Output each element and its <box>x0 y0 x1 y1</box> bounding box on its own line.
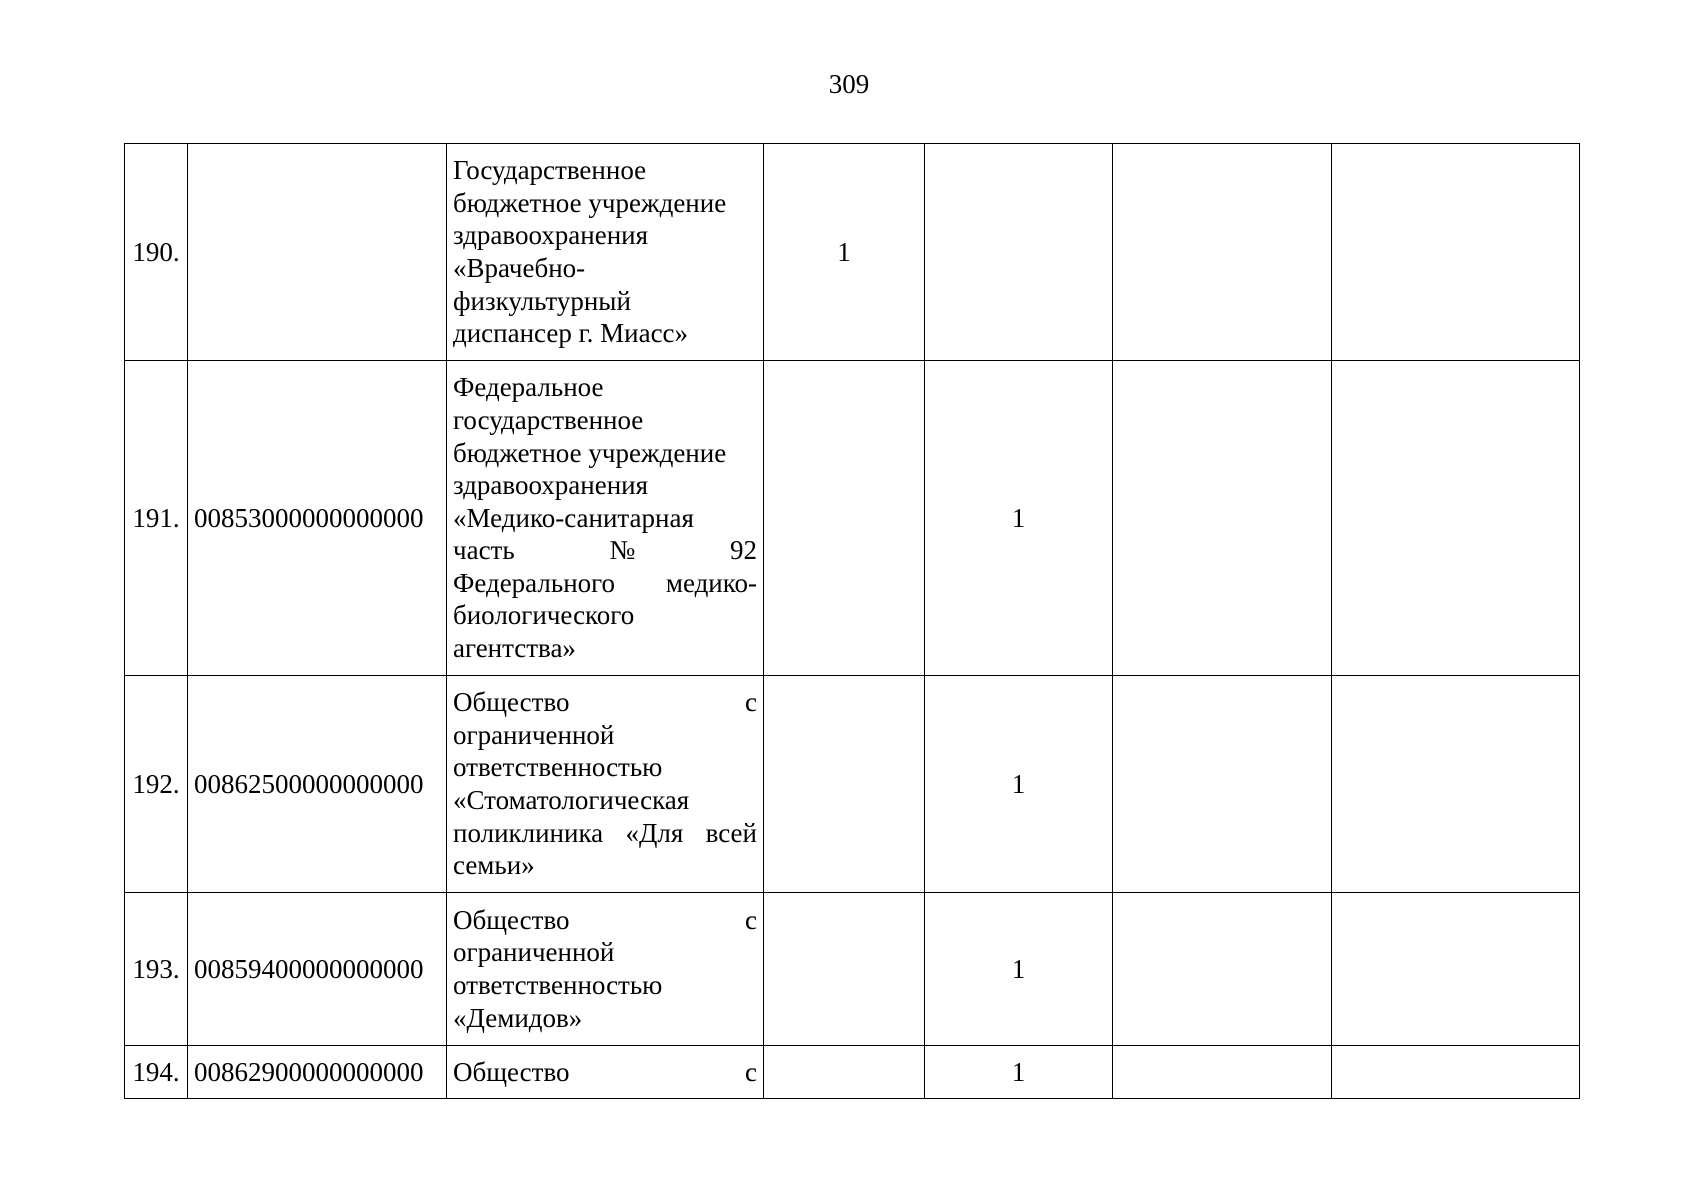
organization-name-line: здравоохранения <box>453 220 649 251</box>
organization-name-word: часть <box>453 535 515 566</box>
organization-name-word: «Для <box>625 817 684 848</box>
quantity-cell-a <box>764 361 925 676</box>
registry-code-cell: 00862900000000000 <box>188 1046 447 1099</box>
empty-cell-c <box>1113 1046 1332 1099</box>
empty-cell-c <box>1113 361 1332 676</box>
row-number-cell: 193. <box>125 893 188 1046</box>
organization-name-line: ответственностью <box>453 752 663 783</box>
quantity-cell-b <box>925 144 1113 361</box>
organization-name-cell <box>447 144 764 361</box>
organization-name-line <box>453 904 757 937</box>
empty-cell-c <box>1113 144 1332 361</box>
quantity-cell-b: 1 <box>925 676 1113 893</box>
organization-name-line <box>453 567 757 600</box>
empty-cell-d <box>1332 144 1580 361</box>
registry-code-cell: 00862500000000000 <box>188 676 447 893</box>
organization-name-line: «Врачебно- <box>453 253 586 283</box>
empty-cell-d <box>1332 1046 1580 1099</box>
registry-code-cell: 00853000000000000 <box>188 361 447 676</box>
quantity-cell-a <box>764 893 925 1046</box>
registry-code-cell: 00859400000000000 <box>188 893 447 1046</box>
organization-name-line: физкультурный <box>453 285 631 316</box>
empty-cell-c <box>1113 676 1332 893</box>
organization-name-word: Общество <box>453 1056 570 1087</box>
empty-cell-d <box>1332 361 1580 676</box>
organization-name-word: с <box>745 687 757 718</box>
row-number-cell: 191. <box>125 361 188 676</box>
organization-name-word: поликлиника <box>453 817 604 848</box>
organization-name-line: «Стоматологическая <box>453 785 690 815</box>
quantity-cell-a <box>764 676 925 893</box>
organization-name-line: «Демидов» <box>453 1002 583 1033</box>
organization-name-word: Федерального <box>453 567 616 598</box>
page-number: 309 <box>828 69 870 99</box>
organization-name-cell <box>447 893 764 1046</box>
organization-name-line <box>453 686 757 719</box>
organization-name-word: Общество <box>453 687 570 718</box>
quantity-cell-b: 1 <box>925 361 1113 676</box>
organization-name-word: № <box>609 535 636 566</box>
row-number-cell: 190. <box>125 144 188 361</box>
row-number-cell: 192. <box>125 676 188 893</box>
organization-name-line: Государственное <box>453 155 647 186</box>
empty-cell-d <box>1332 893 1580 1046</box>
organization-name-line: здравоохранения <box>453 470 649 501</box>
empty-cell-c <box>1113 893 1332 1046</box>
quantity-cell-a: 1 <box>764 144 925 361</box>
quantity-cell-b: 1 <box>925 893 1113 1046</box>
organization-name-line: ограниченной <box>453 937 615 968</box>
organization-name-line: бюджетное учреждение <box>453 187 727 218</box>
table-body <box>125 144 1580 1099</box>
organization-name-word: с <box>745 1056 757 1087</box>
table-row <box>125 144 1580 361</box>
organization-name-word: 92 <box>730 535 757 566</box>
table-row <box>125 676 1580 893</box>
table-row <box>125 361 1580 676</box>
organization-name-cell <box>447 1046 764 1099</box>
table-row <box>125 893 1580 1046</box>
organization-name-line: Федеральное <box>453 372 604 403</box>
organization-name-line: бюджетное учреждение <box>453 437 727 468</box>
organization-name-cell <box>447 361 764 676</box>
organization-name-word: Общество <box>453 904 570 935</box>
organization-name-line: диспансер г. Миасс» <box>453 318 689 349</box>
organization-name-line: государственное <box>453 404 644 435</box>
organization-name-word: всей <box>705 817 757 848</box>
organization-name-line: агентства» <box>453 633 576 664</box>
table-row <box>125 1046 1580 1099</box>
registry-code-cell <box>188 144 447 361</box>
organization-name-line <box>453 1056 757 1089</box>
organization-name-line <box>453 534 757 567</box>
quantity-cell-b: 1 <box>925 1046 1113 1099</box>
organization-name-line: семьи» <box>453 850 535 881</box>
organization-name-line <box>453 817 757 850</box>
row-number-cell: 194. <box>125 1046 188 1099</box>
quantity-cell-a <box>764 1046 925 1099</box>
organization-name-line: ответственностью <box>453 970 663 1000</box>
organization-name-line: ограниченной <box>453 719 615 750</box>
organization-name-word: с <box>745 904 757 935</box>
registry-table <box>124 143 1580 1099</box>
organization-name-line: «Медико-санитарная <box>453 502 694 533</box>
organization-name-cell <box>447 676 764 893</box>
organization-name-word: медико- <box>665 567 757 598</box>
empty-cell-d <box>1332 676 1580 893</box>
organization-name-line: биологического <box>453 600 635 631</box>
